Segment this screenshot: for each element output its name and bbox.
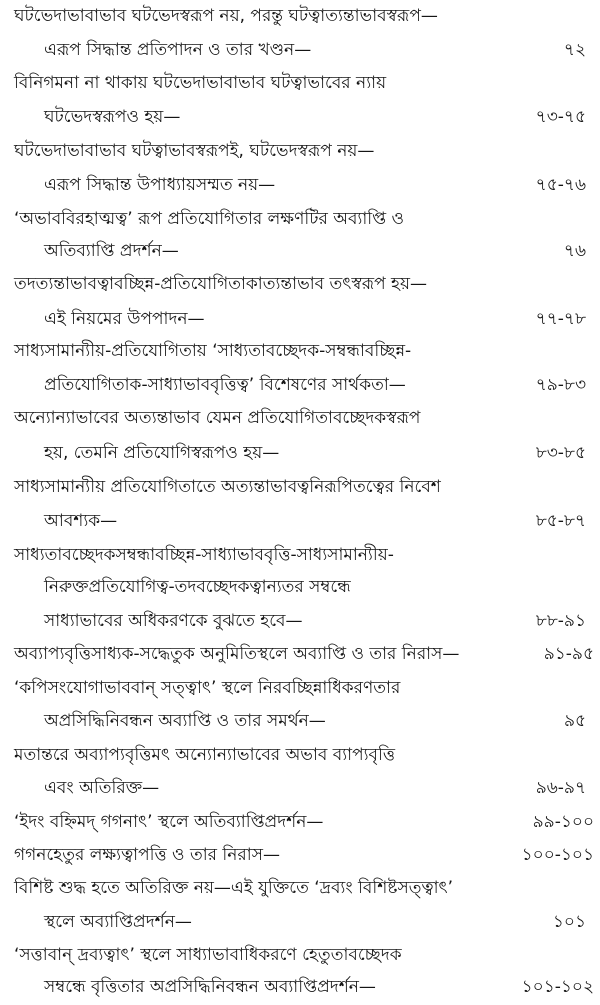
toc-entry-line	[0, 204, 600, 234]
toc-entry-line	[0, 807, 600, 837]
entry-text: ঘটভেদাভাবাভাব ঘটভেদস্বরূপ নয়, পরন্তু ঘটত্বাত্যন্তাভাবস্বরূপ—	[14, 6, 438, 26]
toc-entry-line	[0, 35, 600, 65]
toc-entry-line	[0, 840, 600, 870]
toc-entry-line	[0, 269, 600, 299]
toc-entry-line	[0, 403, 600, 433]
toc-entry-line	[0, 773, 600, 803]
toc-entry-line	[0, 506, 600, 536]
entry-text: তদত্যন্তাভাবত্বাবচ্ছিন্ন-প্রতিযোগিতাকাত্যন্তাভাব তৎস্বরূপ হয়—	[14, 274, 427, 294]
entry-text: সাধ্যসামান্যীয় প্রতিযোগিতাতে অত্যন্তাভাবত্বনিরূপিতত্বের নিবেশ	[14, 477, 441, 497]
entry-text: সাধ্যাভাবের অধিকরণকে বুঝতে হবে—	[44, 611, 303, 631]
entry-text: অব্যাপ্যবৃত্তিসাধ্যক-সদ্ধেতুক অনুমিতিস্থলে অব্যাপ্তি ও তার নিরাস—	[14, 644, 460, 664]
entry-text: স্থলে অব্যাপ্তিপ্রদর্শন—	[44, 912, 192, 932]
entry-text: ঘটভেদাভাবাভাব ঘটত্বাভাবস্বরূপই, ঘটভেদস্বরূপ নয়—	[14, 141, 375, 161]
toc-entry-line	[0, 572, 600, 602]
entry-text: সম্বন্ধে বৃত্তিতার অপ্রসিদ্ধিনিবন্ধন অব্যাপ্তিপ্রদর্শন—	[44, 977, 376, 997]
entry-text: বিনিগমনা না থাকায় ঘটভেদাভাবাভাব ঘটত্বাভাবের ন্যায়	[14, 73, 387, 93]
entry-text: এরূপ সিদ্ধান্ত প্রতিপাদন ও তার খণ্ডন—	[44, 40, 312, 60]
toc-entry-line	[0, 940, 600, 970]
page-number: ৭২	[563, 40, 586, 60]
entry-text: আবশ্যক—	[44, 511, 118, 531]
entry-text: এরূপ সিদ্ধান্ত উপাধ্যায়সম্মত নয়—	[44, 175, 276, 195]
page-number: ৭৯-৮৩	[535, 375, 586, 395]
entry-text: ঘটভেদস্বরূপও হয়—	[44, 107, 181, 127]
toc-entry-line	[0, 170, 600, 200]
entry-text: অতিব্যাপ্তি প্রদর্শন—	[44, 241, 179, 261]
entry-text: হয়, তেমনি প্রতিযোগিস্বরূপও হয়—	[44, 443, 280, 463]
entry-text: সাধ্যতাবচ্ছেদকসম্বন্ধাবচ্ছিন্ন-সাধ্যাভাববৃত্তি-সাধ্যসামান্যীয়-	[14, 545, 394, 565]
entry-text: মতান্তরে অব্যাপ্যবৃত্তিমৎ অন্যোন্যাভাবের অভাব ব্যাপ্যবৃত্তি	[14, 745, 396, 765]
toc-entry-line	[0, 438, 600, 468]
page-number: ১০১	[552, 912, 586, 932]
page-number: ৮৫-৮৭	[535, 511, 586, 531]
page-number: ৭৩-৭৫	[535, 107, 586, 127]
page-number: ৯৬-৯৭	[535, 778, 586, 798]
toc-entry-line	[0, 1, 600, 31]
page-number: ৮৩-৮৫	[535, 443, 586, 463]
entry-text: ‘অভাববিরহাত্মত্ব’ রূপ প্রতিযোগিতার লক্ষণটির অব্যাপ্তি ও	[14, 209, 405, 229]
page-number: ৭৬	[563, 241, 586, 261]
entry-text: এবং অতিরিক্ত—	[44, 778, 160, 798]
toc-entry-line	[0, 68, 600, 98]
entry-text: অন্যোন্যাভাবের অত্যন্তাভাব যেমন প্রতিযোগিতাবচ্ছেদকস্বরূপ	[14, 408, 421, 428]
toc-entry-line	[0, 336, 600, 366]
toc-entry-line	[0, 370, 600, 400]
toc-entry-line	[0, 136, 600, 166]
entry-text: গগনহেতুর লক্ষ্যত্বাপত্তি ও তার নিরাস—	[14, 845, 280, 865]
entry-text: ‘কপিসংযোগাভাববান্ সত্ত্বাৎ’ স্থলে নিরবচ্ছিন্নাধিকরণতার	[14, 678, 401, 698]
toc-entry-line	[0, 472, 600, 502]
page-number: ১০০-১০১	[521, 845, 594, 865]
page-number: ৯৯-১০০	[532, 812, 594, 832]
toc-entry-line	[0, 907, 600, 937]
entry-text: প্রতিযোগিতাক-সাধ্যাভাববৃত্তিত্ব’ বিশেষণের সার্থকতা—	[44, 375, 406, 395]
entry-text: বিশিষ্ট শুদ্ধ হতে অতিরিক্ত নয়—এই যুক্তিতে ‘দ্রব্যং বিশিষ্টসত্ত্বাৎ’	[14, 878, 453, 898]
toc-entry-line	[0, 304, 600, 334]
toc-entry-line	[0, 740, 600, 770]
toc-entry-line	[0, 102, 600, 132]
page-number: ১০১-১০২	[521, 977, 594, 997]
toc-entry-line	[0, 606, 600, 636]
toc-entry-line	[0, 673, 600, 703]
toc-entry-line	[0, 540, 600, 570]
entry-text: অপ্রসিদ্ধিনিবন্ধন অব্যাপ্তি ও তার সমর্থন—	[44, 711, 326, 731]
toc-entry-line	[0, 873, 600, 903]
page-number: ৮৮-৯১	[535, 611, 586, 631]
entry-text: এই নিয়মের উপপাদন—	[44, 309, 205, 329]
toc-entry-line	[0, 706, 600, 736]
entry-text: নিরুক্তপ্রতিযোগিত্ব-তদবচ্ছেদকত্বান্যতর সম্বন্ধে	[44, 577, 351, 597]
page-number: ৭৭-৭৮	[535, 309, 586, 329]
entry-text: ‘সত্তাবান্ দ্রব্যত্বাৎ’ স্থলে সাধ্যাভাবাধিকরণে হেতুতাবচ্ছেদক	[14, 945, 402, 965]
page-number: ৯১-৯৫	[543, 644, 594, 664]
toc-entry-line	[0, 972, 600, 1002]
page-number: ৯৫	[563, 711, 586, 731]
toc-entry-line	[0, 236, 600, 266]
page-number: ৭৫-৭৬	[535, 175, 586, 195]
entry-text: ‘ইদং বহ্নিমদ্ গগনাৎ’ স্থলে অতিব্যাপ্তিপ্রদর্শন—	[14, 812, 324, 832]
entry-text: সাধ্যসামান্যীয়-প্রতিযোগিতায় ‘সাধ্যতাবচ্ছেদক-সম্বন্ধাবচ্ছিন্ন-	[14, 341, 412, 361]
toc-entry-line	[0, 639, 600, 669]
